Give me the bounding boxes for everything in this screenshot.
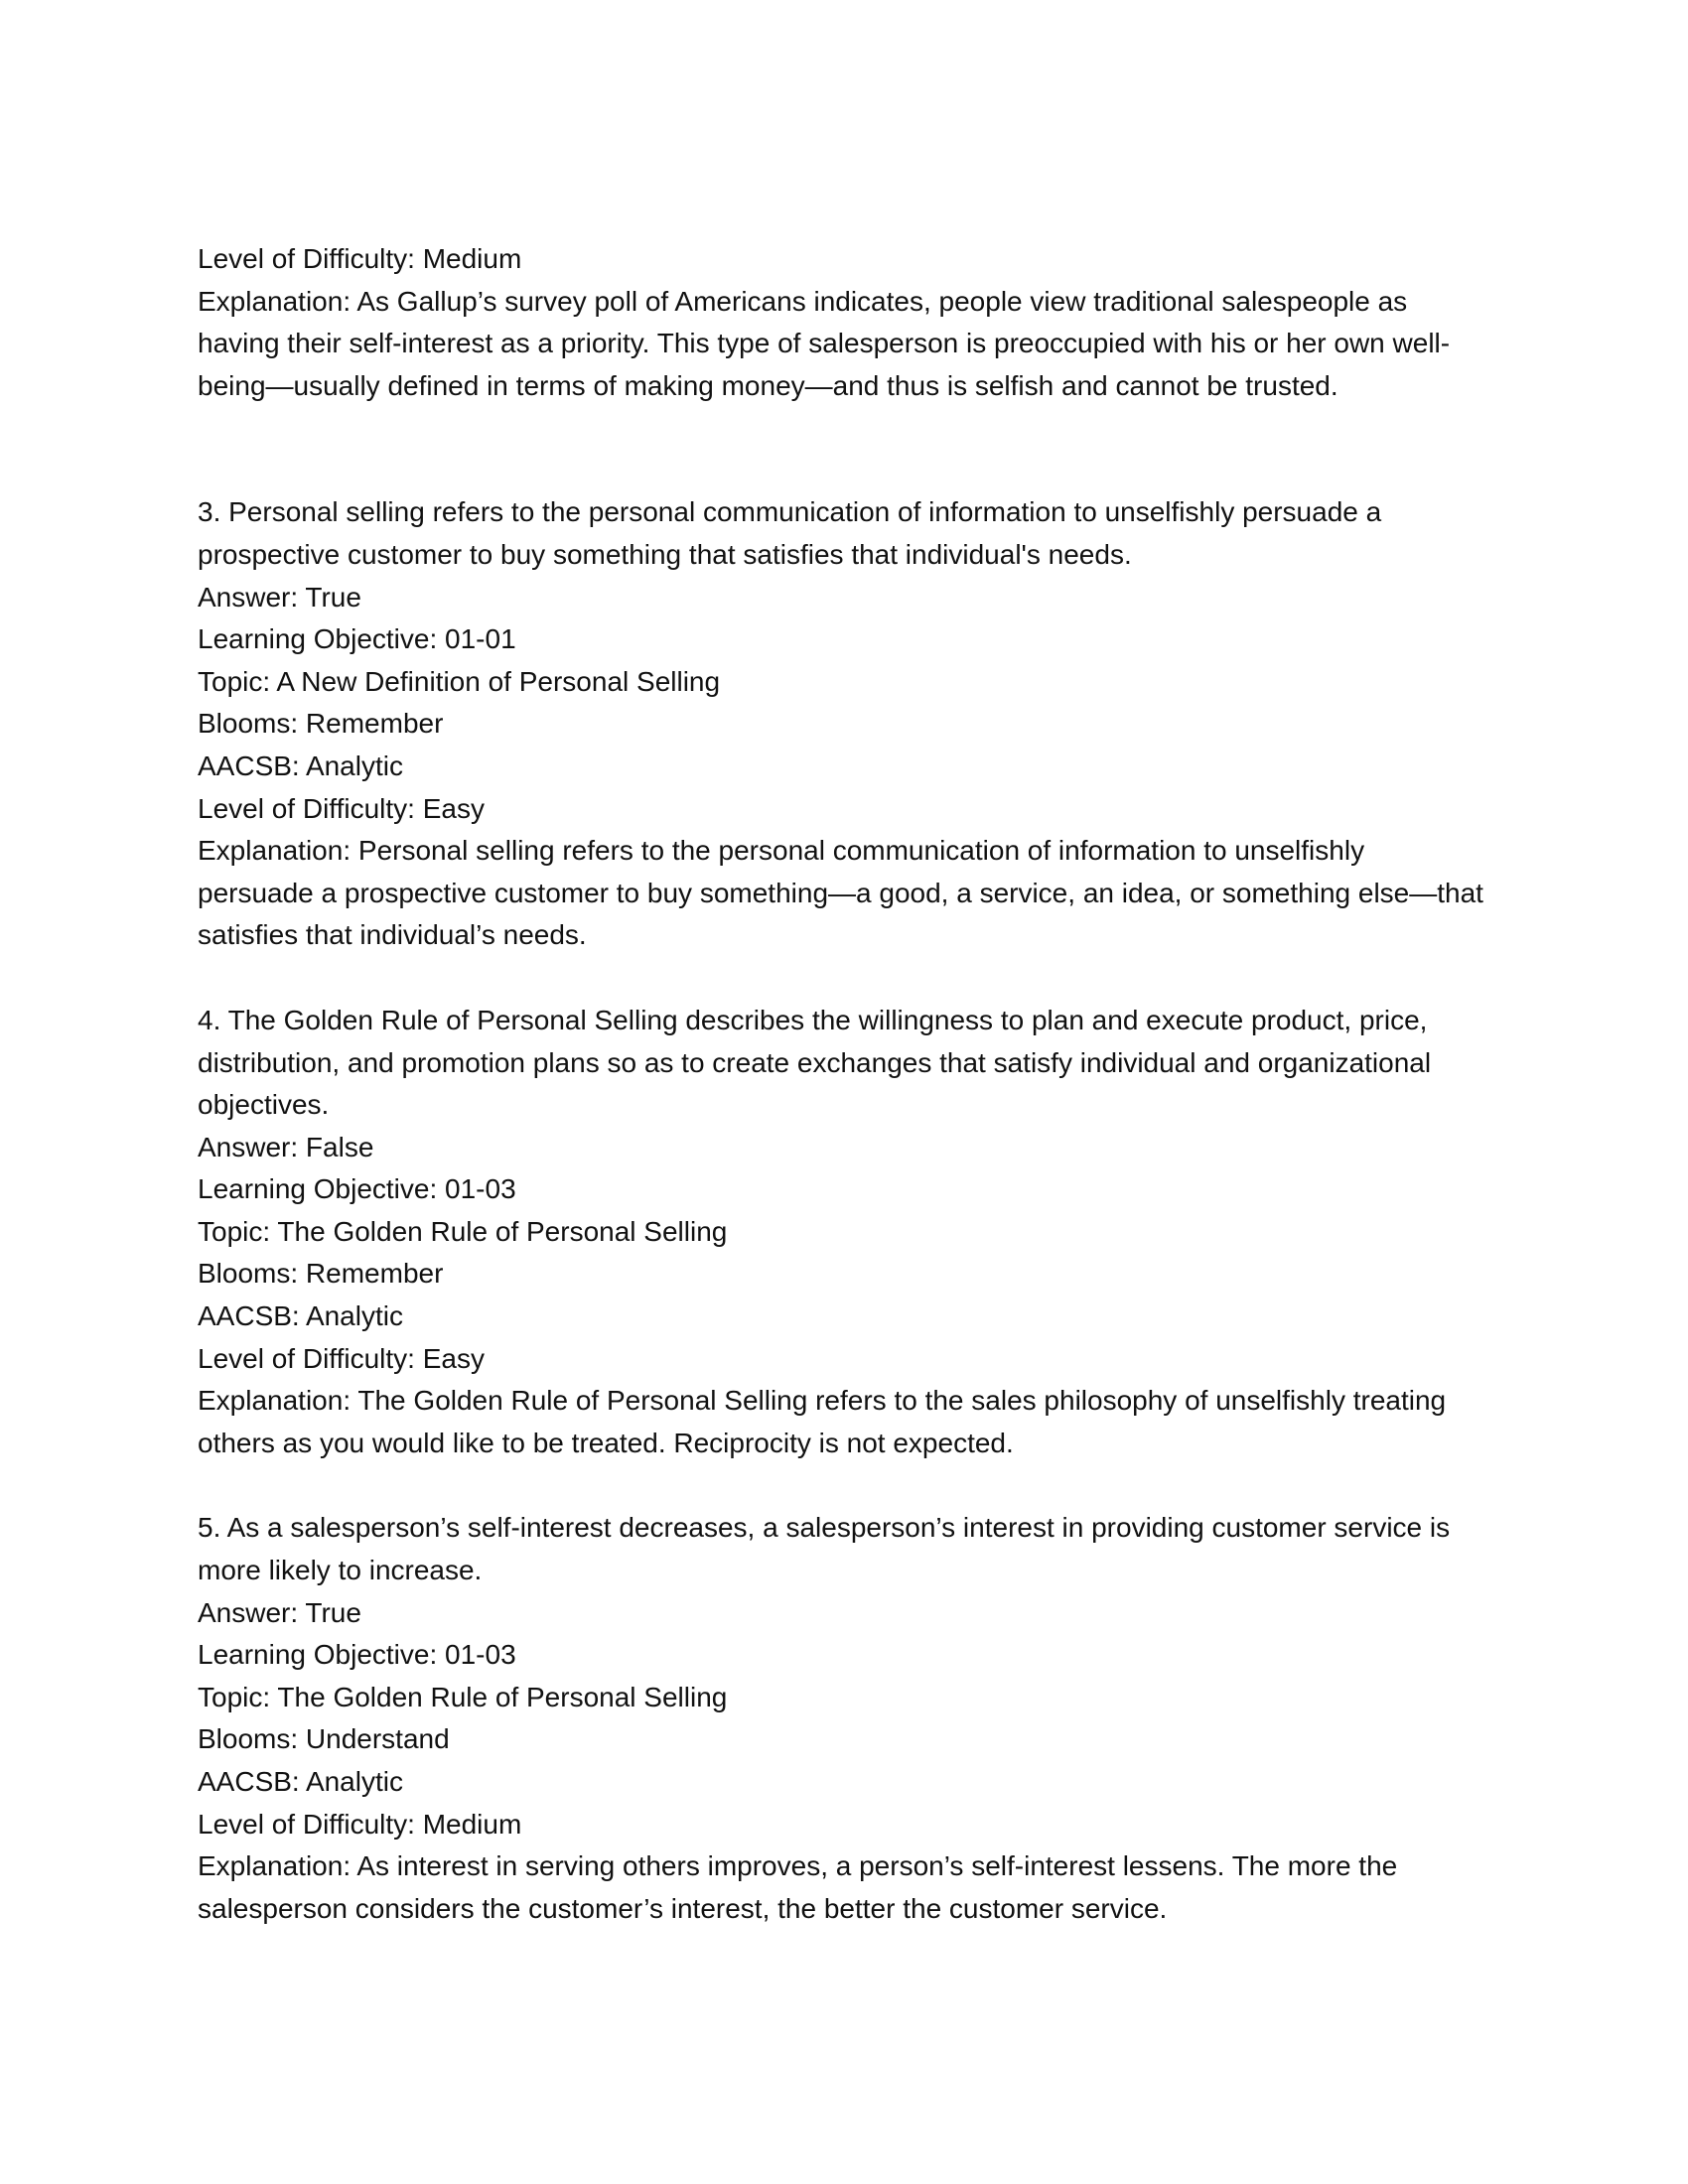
question-text: 5. As a salesperson’s self-interest decreases, a salesperson’s interest in providing customer service is — [198, 1512, 1451, 1544]
difficulty-level: Level of Difficulty: Medium — [198, 1808, 522, 1840]
blooms-level: Blooms: Understand — [198, 1723, 450, 1755]
question-text: 4. The Golden Rule of Personal Selling describes the willingness to plan and execute product, price, — [198, 1004, 1428, 1035]
answer: Answer: True — [198, 581, 361, 613]
page-content — [198, 238, 1488, 1930]
answer: Answer: True — [198, 1596, 361, 1628]
explanation-line: satisfies that individual’s needs. — [198, 919, 587, 951]
explanation-line: salesperson considers the customer’s interest, the better the customer service. — [198, 1892, 1168, 1924]
spacer — [198, 957, 1488, 1000]
topic: Topic: The Golden Rule of Personal Selling — [198, 1215, 728, 1247]
explanation-line: Explanation: As interest in serving others improves, a person’s self-interest lessens. The more the — [198, 1850, 1398, 1882]
learning-objective: Learning Objective: 01-03 — [198, 1639, 516, 1671]
question-text: objectives. — [198, 1089, 330, 1121]
question-block — [198, 1507, 1488, 1930]
explanation-line: others as you would like to be treated. Reciprocity is not expected. — [198, 1427, 1014, 1458]
carryover-block — [198, 238, 1488, 407]
aacsb: AACSB: Analytic — [198, 1300, 403, 1332]
question-text: distribution, and promotion plans so as to create exchanges that satisfy individual and organizational — [198, 1046, 1432, 1078]
question-text: prospective customer to buy something that satisfies that individual's needs. — [198, 538, 1132, 570]
spacer — [198, 1464, 1488, 1507]
aacsb: AACSB: Analytic — [198, 1766, 403, 1797]
learning-objective: Learning Objective: 01-01 — [198, 623, 516, 655]
explanation-line: Explanation: As Gallup’s survey poll of Americans indicates, people view traditional salespeople as — [198, 285, 1408, 317]
topic: Topic: The Golden Rule of Personal Selling — [198, 1681, 728, 1712]
question-text: more likely to increase. — [198, 1555, 483, 1586]
blooms-level: Blooms: Remember — [198, 1258, 444, 1290]
explanation-line: having their self-interest as a priority. This type of salesperson is preoccupied with his or her own well- — [198, 328, 1451, 359]
question-block — [198, 491, 1488, 957]
topic: Topic: A New Definition of Personal Selling — [198, 665, 721, 697]
explanation-line: persuade a prospective customer to buy something—a good, a service, an idea, or something else—that — [198, 877, 1483, 908]
question-block — [198, 1000, 1488, 1465]
answer: Answer: False — [198, 1131, 374, 1162]
difficulty-level: Level of Difficulty: Easy — [198, 1342, 485, 1374]
explanation-line: Explanation: The Golden Rule of Personal Selling refers to the sales philosophy of unselfishly treating — [198, 1385, 1447, 1417]
aacsb: AACSB: Analytic — [198, 750, 403, 781]
difficulty-level: Level of Difficulty: Easy — [198, 792, 485, 824]
explanation-line: being—usually defined in terms of making money—and thus is selfish and cannot be trusted. — [198, 369, 1338, 401]
question-text: 3. Personal selling refers to the personal communication of information to unselfishly persuade a — [198, 496, 1382, 528]
learning-objective: Learning Objective: 01-03 — [198, 1173, 516, 1205]
explanation-line: Explanation: Personal selling refers to the personal communication of information to unselfishly — [198, 835, 1365, 867]
blooms-level: Blooms: Remember — [198, 708, 444, 740]
spacer — [198, 407, 1488, 491]
difficulty-level: Level of Difficulty: Medium — [198, 243, 522, 274]
